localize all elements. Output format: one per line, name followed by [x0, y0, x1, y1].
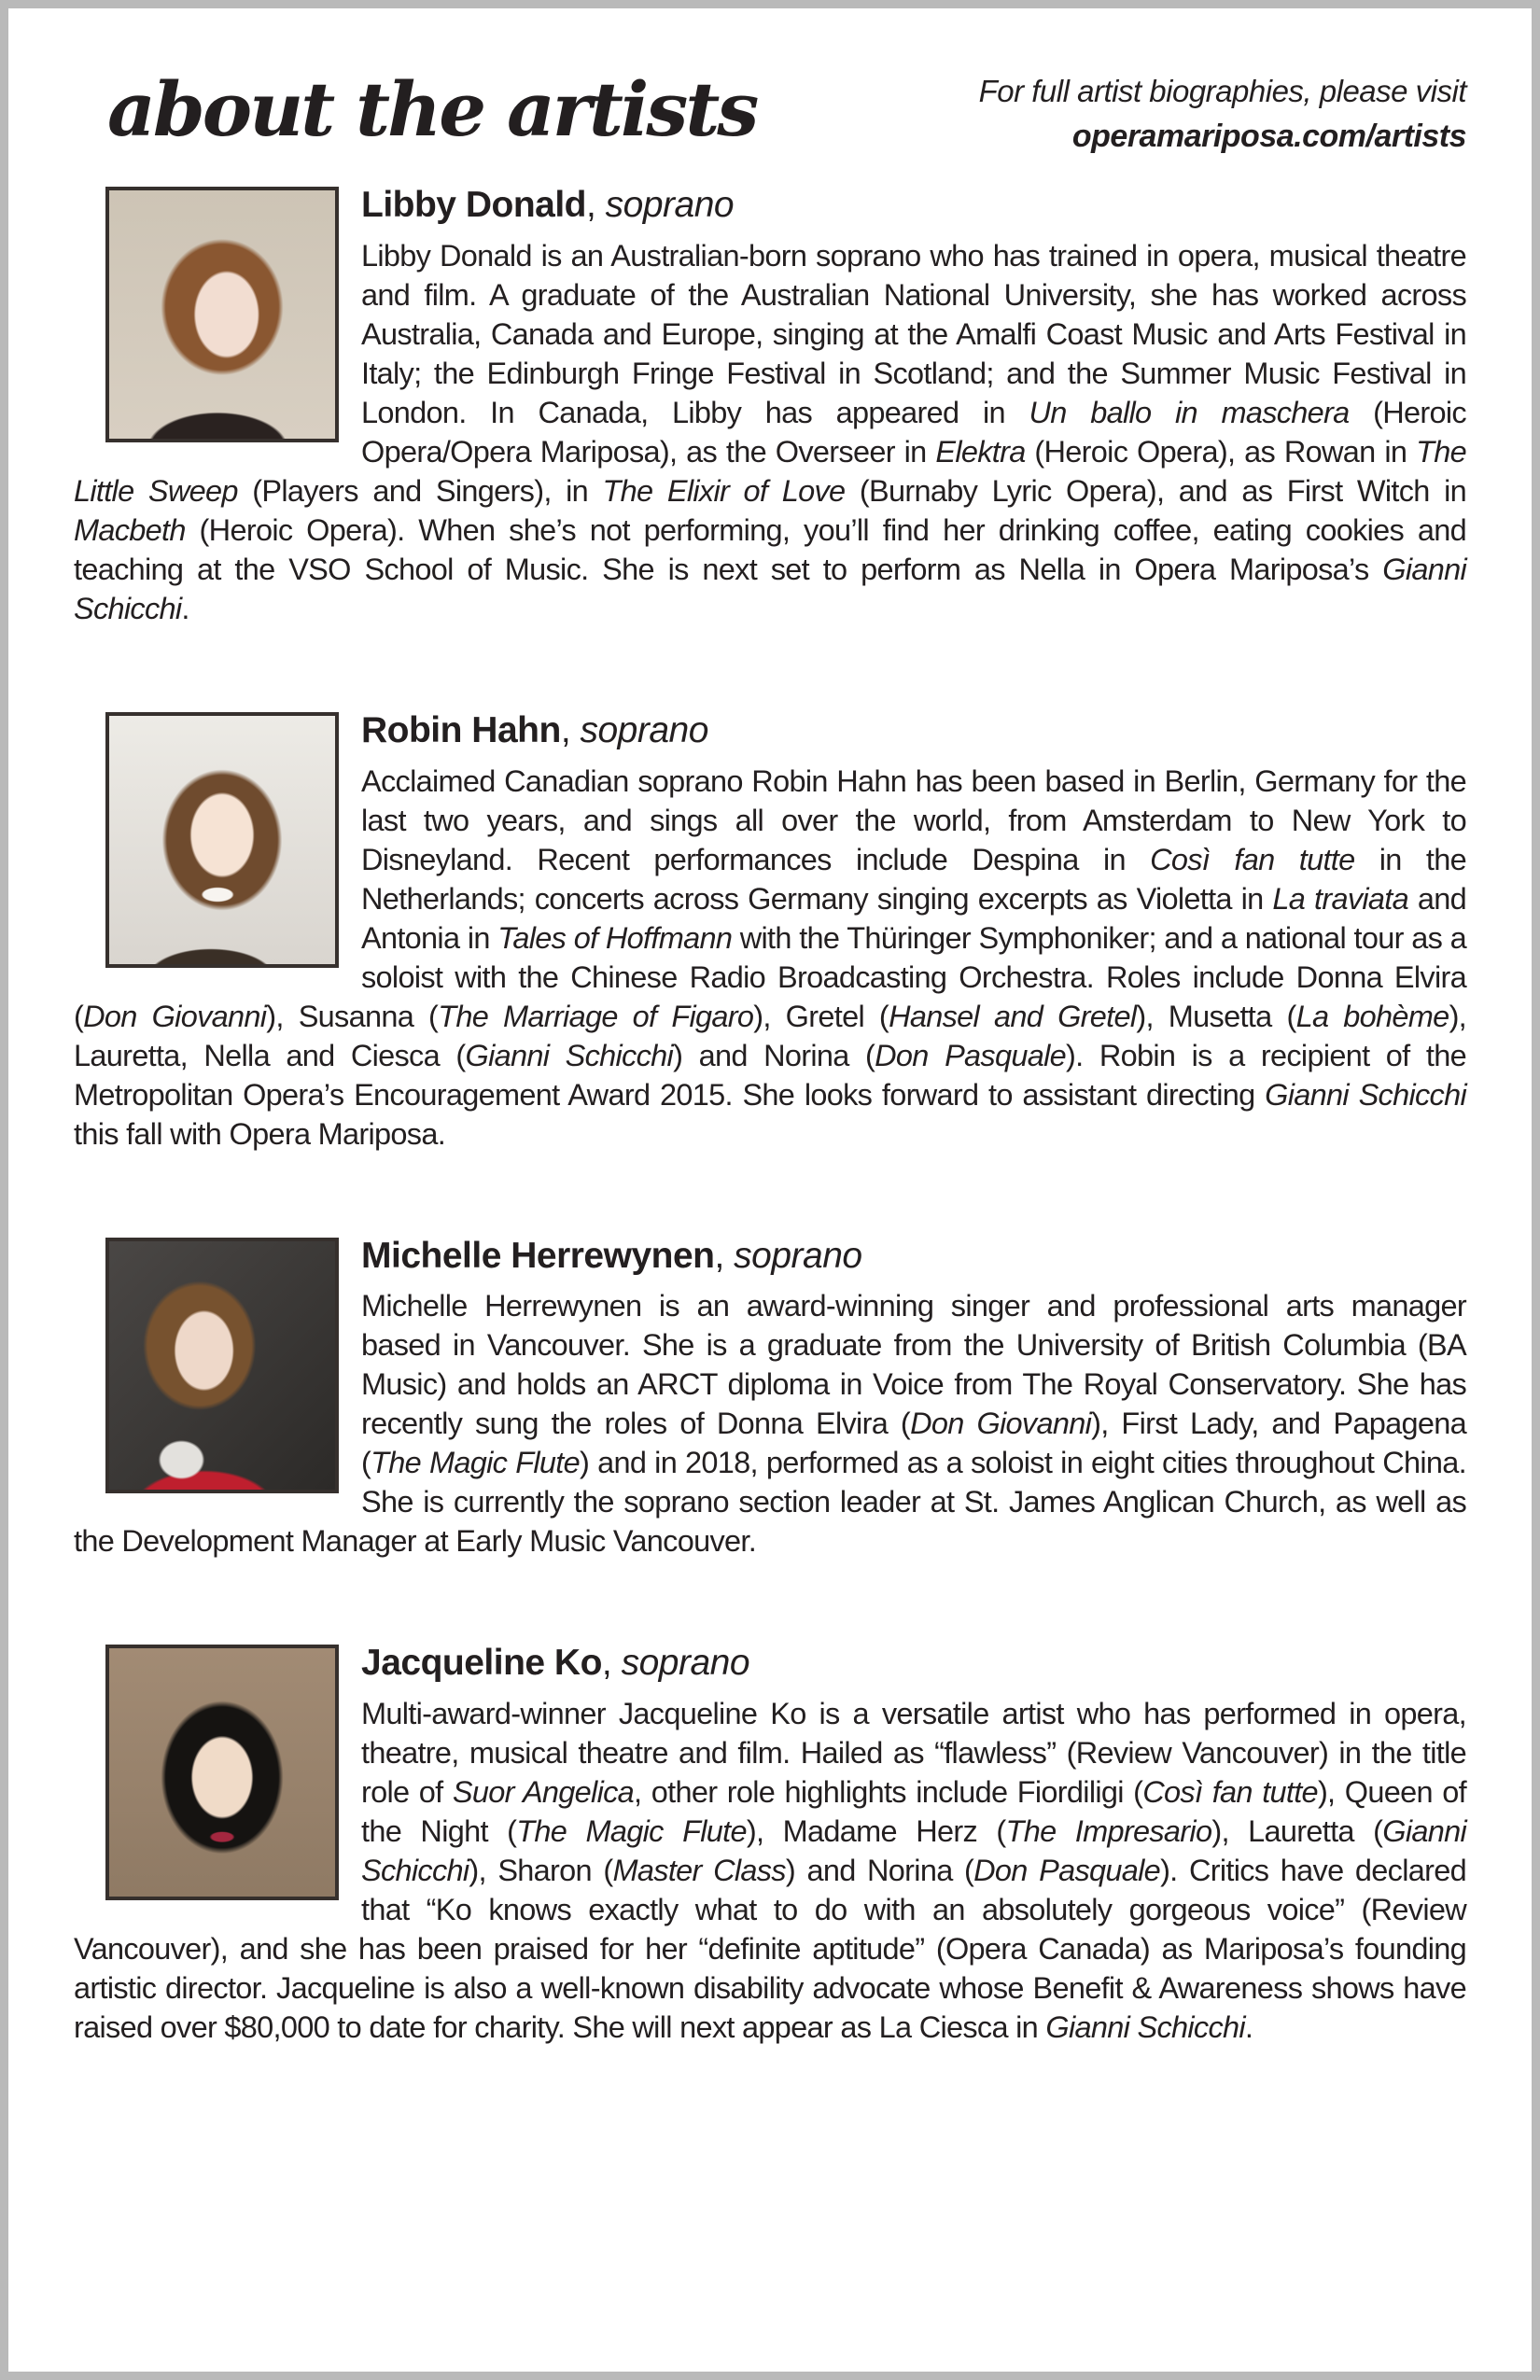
heading-separator: ,: [586, 185, 606, 226]
heading-separator: ,: [714, 1235, 735, 1276]
artist-bio: Libby Donald is an Australian-born soprano who has trained in opera, musical theatre and film. A graduate of the Australian National University, she has worked across Australia, Canada and Europe, singing at the Amalfi Coast Music and Arts Festival in Italy; the Edinburgh Fringe Festival in Scotland; and the Summer Music Festival in London. In Canada, Libby has appeared in Un ballo in maschera (Heroic Opera/Opera Mariposa), as the Overseer in Elektra (Heroic Opera), as Rowan in The Little Sweep (Players and Singers), in The Elixir of Love (Burnaby Lyric Opera), and as First Witch in Macbeth (Heroic Opera). When she’s not performing, you’ll find her drinking coffee, eating cookies and teaching at the VSO School of Music. She is next set to perform as Nella in Opera Mariposa’s Gianni Schicchi.: [74, 238, 1466, 625]
artist-role: soprano: [605, 185, 735, 226]
artist-name: Michelle Herrewynen: [361, 1235, 715, 1276]
note-line: For full artist biographies, please visit: [978, 74, 1466, 108]
michelle-herrewynen-headshot: [105, 1238, 339, 1493]
artist-bio: Michelle Herrewynen is an award-winning singer and professional arts manager based in Vancouver. She is a graduate from the University of British Columbia (BA Music) and holds an ARCT diploma in Voice from The Royal Conservatory. She has recently sung the roles of Donna Elvira (Don Giovanni), First Lady, and Papagena (The Magic Flute) and in 2018, performed as a soloist in eight cities throughout China. She is currently the soprano section leader at St. James Anglican Church, as well as the Development Manager at Early Music Vancouver.: [74, 1289, 1466, 1559]
heading-separator: ,: [601, 1643, 622, 1684]
artist-bio: Multi-award-winner Jacqueline Ko is a versatile artist who has performed in opera, theatre, musical theatre and film. Hailed as “flawless” (Review Vancouver) in the title role of Suor Angelica, other role highlights include Fiordiligi (Così fan tutte), Queen of the Night (The Magic Flute), Madame Herz (The Impresario), Lauretta (Gianni Schicchi), Sharon (Master Class) and Norina (Don Pasquale). Critics have declared that “Ko knows exactly what to do with an absolutely gorgeous voice” (Review Vancouver), and she has been praised for her “definite aptitude” (Opera Canada) as Mariposa’s founding artistic director. Jacqueline is also a well-known disability advocate whose Benefit & Awareness shows have raised over $80,000 to date for charity. She will next appear as La Ciesca in Gianni Schicchi.: [74, 1697, 1467, 2045]
artist-role: soprano: [734, 1235, 862, 1276]
artist-role: soprano: [621, 1643, 750, 1684]
artist-section-jacqueline-ko: [74, 1641, 1466, 2047]
libby-donald-headshot: [105, 187, 339, 442]
artist-name: Robin Hahn: [361, 709, 561, 750]
jacqueline-ko-headshot: [105, 1645, 339, 1900]
artist-section-michelle-herrewynen: [74, 1234, 1466, 1561]
artist-role: soprano: [580, 709, 708, 750]
artist-bio: Acclaimed Canadian soprano Robin Hahn has been based in Berlin, Germany for the last two years, and sings all over the world, from Amsterdam to New York to Disneyland. Recent performances include Despina in Così fan tutte in the Netherlands; concerts across Germany singing excerpts as Violetta in La traviata and Antonia in Tales of Hoffmann with the Thüringer Symphoniker; and a national tour as a soloist with the Chinese Radio Broadcasting Orchestra. Roles include Donna Elvira (Don Giovanni), Susanna (The Marriage of Figaro), Gretel (Hansel and Gretel), Musetta (La bohème), Lauretta, Nella and Ciesca (Gianni Schicchi) and Norina (Don Pasquale). Robin is a recipient of the Metropolitan Opera’s Encouragement Award 2015. She looks forward to assistant directing Gianni Schicchi this fall with Opera Mariposa.: [74, 763, 1467, 1151]
artist-section-libby-donald: [74, 183, 1466, 628]
artist-name: Libby Donald: [361, 185, 586, 226]
heading-separator: ,: [560, 709, 581, 750]
artist-bios-note: [979, 70, 1466, 159]
artist-section-robin-hahn: [74, 708, 1466, 1154]
artist-bios-url: operamariposa.com/artists: [1071, 118, 1466, 154]
page-title: about the artists: [107, 65, 757, 153]
page-header: [74, 57, 1466, 159]
robin-hahn-headshot: [105, 712, 339, 968]
artist-name: Jacqueline Ko: [361, 1643, 602, 1684]
